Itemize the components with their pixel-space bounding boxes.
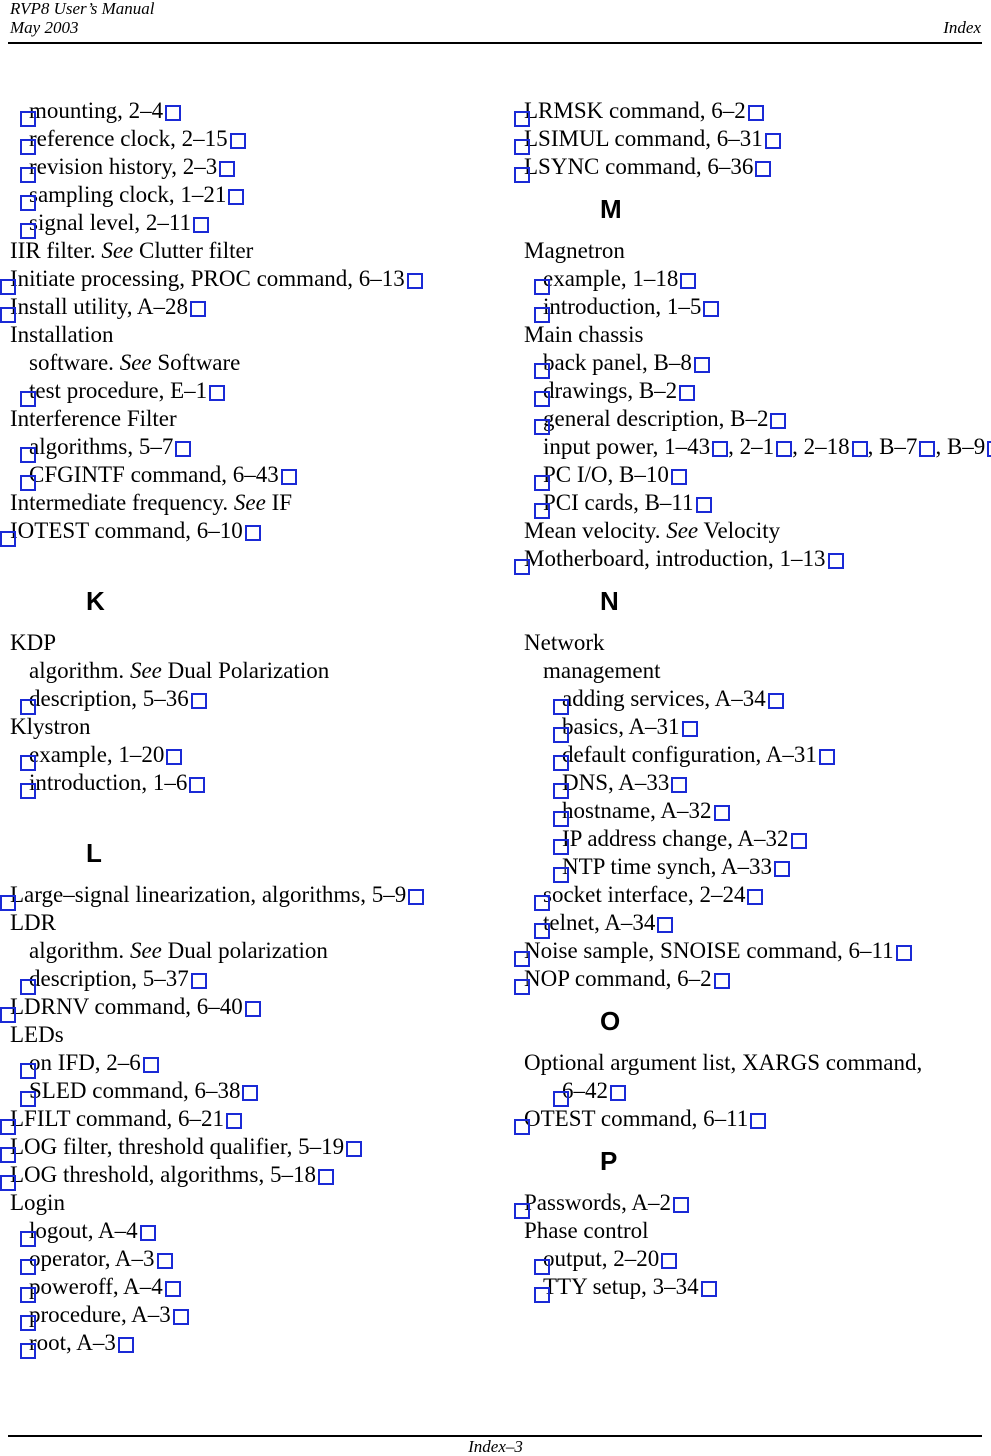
entry-start-link-box[interactable] [20,1343,36,1359]
index-entry [10,909,424,937]
entry-text: Passwords, A–2 [524,1190,671,1215]
page-reference-link-box[interactable] [175,441,191,457]
index-entry [524,349,991,377]
index-entry [10,629,424,657]
index-entry [524,1189,991,1217]
page-reference-link-box[interactable] [165,105,181,121]
entry-text: Velocity [698,518,781,543]
index-entry [10,1273,424,1301]
page-reference-link-box[interactable] [714,805,730,821]
entry-text: algorithm. [29,658,130,683]
publication-date: May 2003 [10,18,79,37]
index-entry [524,741,991,769]
entry-text: Magnetron [524,238,625,263]
index-entry [10,517,424,545]
page-reference-link-box[interactable] [828,553,844,569]
page-reference-link-box[interactable] [703,301,719,317]
page-reference-link-box[interactable] [671,777,687,793]
see-reference: See [129,658,162,683]
entry-text: NOP command, 6–2 [524,966,712,991]
entry-text: Software [151,350,241,375]
entry-text: , 2–18 [792,434,850,459]
index-entry [10,937,424,965]
letter-heading [524,1133,991,1189]
letter-heading [524,993,991,1049]
entry-text: hostname, A–32 [562,798,712,823]
entry-text: default configuration, A–31 [562,742,817,767]
index-entry [10,993,424,1021]
entry-text: on IFD, 2–6 [29,1050,141,1075]
entry-text: , B–9 [935,434,986,459]
index-entry [524,825,991,853]
entry-text: adding services, A–34 [562,686,766,711]
index-entry [524,685,991,713]
index-entry [524,545,991,573]
page-reference-link-box[interactable] [610,1085,626,1101]
page-reference-link-box[interactable] [318,1169,334,1185]
page-reference-link-box[interactable] [819,749,835,765]
entry-text: OTEST command, 6–11 [524,1106,749,1131]
entry-start-link-box[interactable] [0,531,16,547]
page-reference-link-box[interactable] [407,273,423,289]
entry-text: Install utility, A–28 [10,294,189,319]
right-index-column [524,97,991,1301]
page-reference-link-box[interactable] [987,441,991,457]
entry-text: Initiate processing, PROC command, 6–13 [10,266,405,291]
section-gap [10,545,424,573]
page-reference-link-box[interactable] [281,469,297,485]
entry-text: IIR filter. [10,238,102,263]
entry-text: LDRNV command, 6–40 [10,994,243,1019]
entry-text: Intermediate frequency. [10,490,234,515]
index-entry [524,1217,991,1245]
index-entry [10,769,424,797]
entry-text: LOG threshold, algorithms, 5–18 [10,1162,316,1187]
page-reference-link-box[interactable] [140,1225,156,1241]
entry-text: IOTEST command, 6–10 [10,518,243,543]
index-entry [10,181,424,209]
entry-text: LSYNC command, 6–36 [524,154,754,179]
entry-text: drawings, B–2 [543,378,678,403]
letter-heading [524,181,991,237]
index-entry [10,1329,424,1357]
entry-text: basics, A–31 [562,714,680,739]
entry-text: LRMSK command, 6–2 [524,98,746,123]
page-reference-link-box[interactable] [193,217,209,233]
page-reference-link-box[interactable] [190,301,206,317]
entry-text: management [543,658,661,683]
entry-text: Phase control [524,1218,649,1243]
index-entry [10,209,424,237]
index-entry [10,489,424,517]
page-reference-link-box[interactable] [696,497,712,513]
section-gap [10,797,424,825]
page-reference-link-box[interactable] [673,1197,689,1213]
page-reference-link-box[interactable] [219,161,235,177]
index-entry [10,1077,424,1105]
entry-text: Noise sample, SNOISE command, 6–11 [524,938,894,963]
page-reference-link-box[interactable] [657,917,673,933]
entry-text: LEDs [10,1022,64,1047]
index-entry [524,657,991,685]
entry-text: example, 1–20 [29,742,165,767]
index-entry [524,405,991,433]
index-entry [10,657,424,685]
page-reference-link-box[interactable] [774,861,790,877]
entry-text: signal level, 2–11 [29,210,192,235]
index-entry [524,769,991,797]
index-entry [10,237,424,265]
section-title: Index [943,18,981,37]
page-reference-link-box[interactable] [671,469,687,485]
entry-text: introduction, 1–6 [29,770,188,795]
letter-heading-text: O [600,1006,621,1036]
entry-text: TTY setup, 3–34 [543,1274,699,1299]
index-entry [10,965,424,993]
see-reference: See [101,238,134,263]
entry-text: 6–42 [562,1078,608,1103]
entry-text: SLED command, 6–38 [29,1078,241,1103]
entry-text: Mean velocity. [524,518,667,543]
index-entry [10,265,424,293]
entry-text: example, 1–18 [543,266,679,291]
header-rule [8,42,982,44]
page-reference-link-box[interactable] [157,1253,173,1269]
index-entry [10,1245,424,1273]
entry-text: NTP time synch, A–33 [562,854,772,879]
entry-text: LOG filter, threshold qualifier, 5–19 [10,1134,345,1159]
entry-text: Klystron [10,714,91,739]
page-reference-link-box[interactable] [143,1057,159,1073]
page-reference-link-box[interactable] [694,357,710,373]
page-reference-link-box[interactable] [228,189,244,205]
entry-text: sampling clock, 1–21 [29,182,227,207]
index-entry [10,1161,424,1189]
page-reference-link-box[interactable] [712,441,728,457]
index-entry [524,97,991,125]
index-entry [10,97,424,125]
page-reference-link-box[interactable] [118,1337,134,1353]
index-entry [524,377,991,405]
entry-text: reference clock, 2–15 [29,126,228,151]
index-entry [524,237,991,265]
index-entry [10,1105,424,1133]
index-entry [10,1049,424,1077]
page-reference-link-box[interactable] [173,1309,189,1325]
index-entry [10,377,424,405]
entry-text: socket interface, 2–24 [543,882,746,907]
manual-title: RVP8 User’s Manual [10,0,155,18]
letter-heading-text: N [600,586,619,616]
entry-text: CFGINTF command, 6–43 [29,462,279,487]
page-reference-link-box[interactable] [682,721,698,737]
page-reference-link-box[interactable] [750,1113,766,1129]
index-entry [524,797,991,825]
entry-start-link-box[interactable] [20,783,36,799]
page-reference-link-box[interactable] [770,413,786,429]
entry-text: PCI cards, B–11 [543,490,694,515]
page-number: Index–3 [468,1437,523,1456]
entry-text: telnet, A–34 [543,910,656,935]
index-entry [524,125,991,153]
page-reference-link-box[interactable] [791,833,807,849]
index-entry [524,461,991,489]
letter-heading [10,825,424,881]
letter-heading-text: L [86,838,102,868]
left-index-column [10,97,424,1357]
entry-text: general description, B–2 [543,406,769,431]
entry-text: LFILT command, 6–21 [10,1106,225,1131]
entry-text: operator, A–3 [29,1246,155,1271]
page-reference-link-box[interactable] [191,693,207,709]
entry-text: output, 2–20 [543,1246,660,1271]
see-reference: See [666,518,699,543]
page-reference-link-box[interactable] [765,133,781,149]
index-entry [10,349,424,377]
page-reference-link-box[interactable] [408,889,424,905]
entry-text: LDR [10,910,56,935]
index-entry [10,685,424,713]
page-reference-link-box[interactable] [748,105,764,121]
letter-heading-text: M [600,194,622,224]
page-reference-link-box[interactable] [852,441,868,457]
index-entry [524,433,991,461]
letter-heading [10,573,424,629]
entry-text: KDP [10,630,57,655]
entry-text: software. [29,350,120,375]
index-entry [10,1301,424,1329]
see-reference: See [233,490,266,515]
entry-text: PC I/O, B–10 [543,462,669,487]
page-reference-link-box[interactable] [191,973,207,989]
entry-text: LSIMUL command, 6–31 [524,126,763,151]
page-reference-link-box[interactable] [701,1281,717,1297]
entry-text: Large–signal linearization, algorithms, 5–9 [10,882,407,907]
entry-text: algorithm. [29,938,130,963]
entry-text: Network [524,630,605,655]
entry-text: IF [265,490,293,515]
entry-text: IP address change, A–32 [562,826,789,851]
index-entry [524,1049,991,1077]
letter-heading-text: P [600,1146,618,1176]
entry-text: Installation [10,322,114,347]
page-reference-link-box[interactable] [245,1001,261,1017]
entry-text: input power, 1–43 [543,434,711,459]
page-reference-link-box[interactable] [230,133,246,149]
page-reference-link-box[interactable] [776,441,792,457]
entry-text: Dual Polarization [161,658,330,683]
index-entry [524,965,991,993]
index-entry [10,293,424,321]
index-entry [524,153,991,181]
page-reference-link-box[interactable] [166,749,182,765]
index-entry [10,1217,424,1245]
page-reference-link-box[interactable] [768,693,784,709]
entry-text: algorithms, 5–7 [29,434,174,459]
page-reference-link-box[interactable] [919,441,935,457]
index-entry [10,741,424,769]
see-reference: See [129,938,162,963]
entry-text: logout, A–4 [29,1218,138,1243]
see-reference: See [119,350,152,375]
index-entry [10,405,424,433]
entry-text: revision history, 2–3 [29,154,218,179]
page-reference-link-box[interactable] [714,973,730,989]
entry-text: , 2–1 [728,434,775,459]
index-entry [524,909,991,937]
entry-text: test procedure, E–1 [29,378,208,403]
entry-text: DNS, A–33 [562,770,670,795]
entry-text: procedure, A–3 [29,1302,171,1327]
index-entry [10,1021,424,1049]
entry-text: Optional argument list, XARGS command, [524,1050,923,1075]
entry-text: Dual polarization [161,938,328,963]
page-reference-link-box[interactable] [226,1113,242,1129]
index-entry [10,153,424,181]
index-entry [524,881,991,909]
page-reference-link-box[interactable] [755,161,771,177]
index-entry [10,321,424,349]
index-entry [10,713,424,741]
entry-text: Motherboard, introduction, 1–13 [524,546,826,571]
index-entry [524,517,991,545]
index-entry [524,321,991,349]
index-entry [10,1133,424,1161]
index-entry [524,1105,991,1133]
entry-text: introduction, 1–5 [543,294,702,319]
entry-text: back panel, B–8 [543,350,692,375]
entry-text: description, 5–37 [29,966,189,991]
index-entry [10,461,424,489]
letter-heading [524,573,991,629]
page-reference-link-box[interactable] [747,889,763,905]
entry-text: Main chassis [524,322,644,347]
index-entry [10,1189,424,1217]
page-reference-link-box[interactable] [245,525,261,541]
entry-start-link-box[interactable] [534,1287,550,1303]
page-reference-link-box[interactable] [346,1141,362,1157]
index-entry [524,489,991,517]
page-reference-link-box[interactable] [242,1085,258,1101]
page-reference-link-box[interactable] [679,385,695,401]
entry-text: root, A–3 [29,1330,116,1355]
index-entry [524,265,991,293]
page-reference-link-box[interactable] [680,273,696,289]
page-reference-link-box[interactable] [661,1253,677,1269]
index-entry [10,125,424,153]
index-entry [524,853,991,881]
index-entry [10,433,424,461]
index-entry [524,293,991,321]
entry-text: , B–7 [867,434,918,459]
letter-heading-text: K [86,586,105,616]
index-entry [524,1245,991,1273]
page-reference-link-box[interactable] [189,777,205,793]
entry-text: poweroff, A–4 [29,1274,163,1299]
entry-text: Login [10,1190,65,1215]
index-entry [10,881,424,909]
index-entry [524,1273,991,1301]
entry-text: Clutter filter [133,238,254,263]
entry-text: mounting, 2–4 [29,98,164,123]
index-entry [524,1077,991,1105]
page-reference-link-box[interactable] [165,1281,181,1297]
page-reference-link-box[interactable] [896,945,912,961]
index-entry [524,713,991,741]
index-entry [524,937,991,965]
page-reference-link-box[interactable] [209,385,225,401]
entry-text: description, 5–36 [29,686,189,711]
entry-text: Interference Filter [10,406,177,431]
index-entry [524,629,991,657]
